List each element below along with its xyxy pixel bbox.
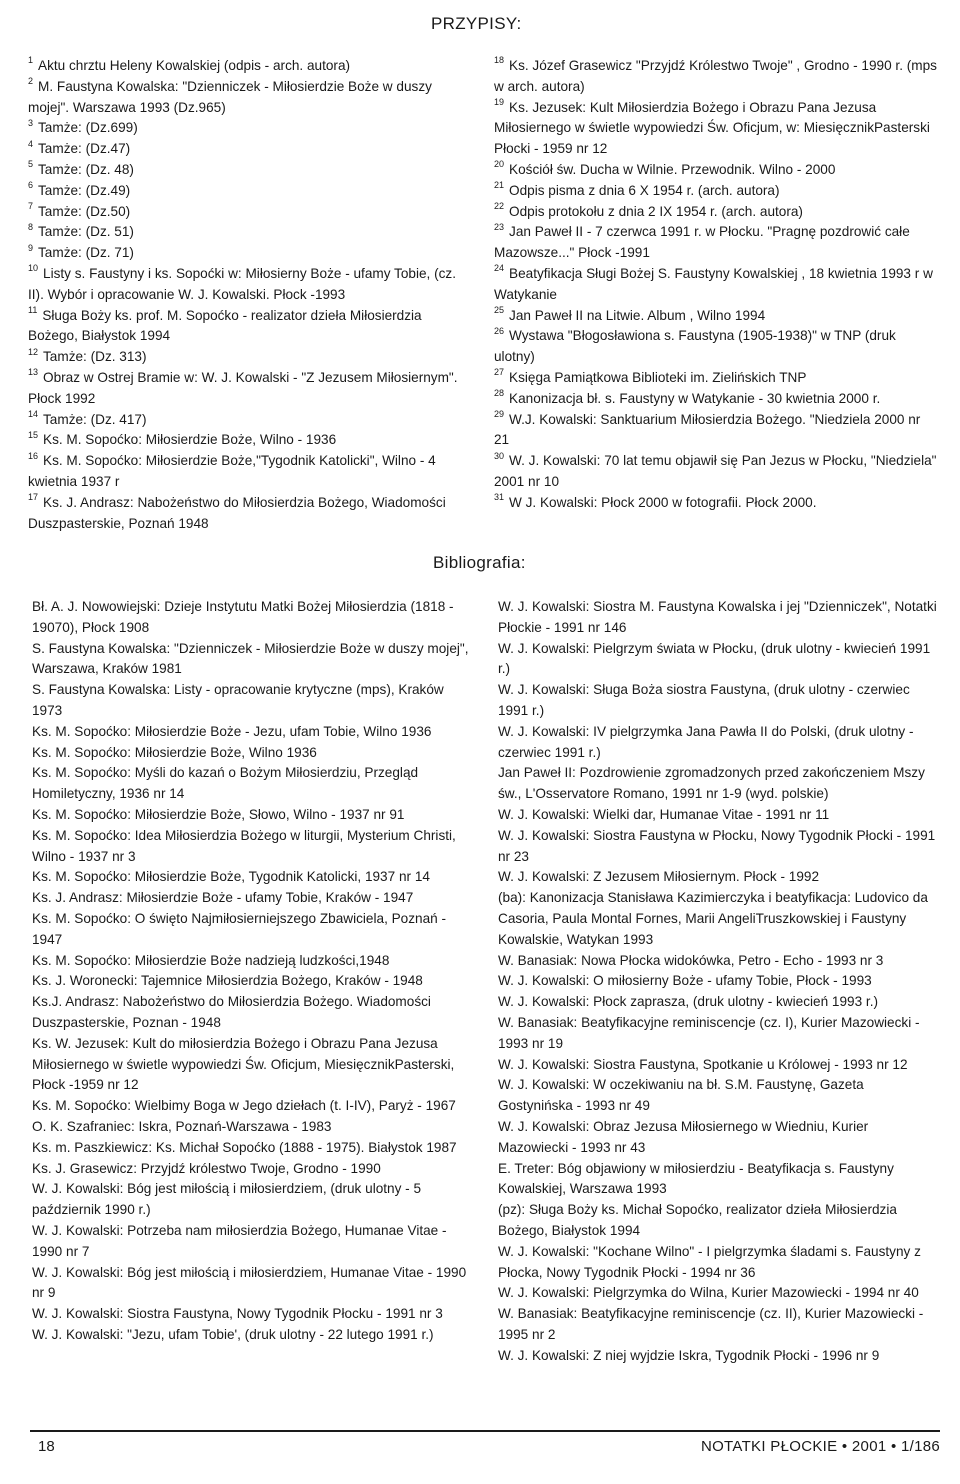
footnote-text: Tamże: (Dz. 51) bbox=[38, 224, 134, 240]
footnotes-heading: PRZYPISY: bbox=[431, 14, 522, 33]
footnote-item bbox=[28, 347, 471, 368]
footnote-number: 10 bbox=[28, 263, 39, 274]
bibliography-entry: W. Banasiak: Beatyfikacyjne reminiscencje (cz. I), Kurier Mazowiecki - 1993 nr 19 bbox=[498, 1014, 920, 1051]
bibliography-entry: (ba): Kanonizacja Stanisława Kazimierczyka i beatyfikacja: Ludovico da Casoria, Paula Montal Fornes, Marii AngeliTruszkowskiej i Faustyny Kowalskie, Watykan 1993 bbox=[498, 890, 928, 947]
footnote-item bbox=[494, 389, 938, 410]
footnote-text: Odpis pisma z dnia 6 X 1954 r. (arch. autora) bbox=[509, 182, 780, 198]
bibliography-entry: E. Treter: Bóg objawiony w miłosierdziu - Beatyfikacja s. Faustyny Kowalskiej, Warszawa 1993 bbox=[498, 1160, 894, 1197]
bibliography-entry: W. J. Kowalski: Siostra Faustyna, Spotkanie u Królowej - 1993 nr 12 bbox=[498, 1056, 908, 1072]
footnote-item bbox=[494, 202, 938, 223]
bibliography-entry: Ks.J. Andrasz: Nabożeństwo do Miłosierdzia Bożego. Wiadomości Duszpasterskie, Poznan - 1948 bbox=[32, 994, 431, 1030]
bibliography-entry: W. J. Kowalski: IV pielgrzymka Jana Pawła II do Polski, (druk ulotny - czerwiec 1991 r.) bbox=[498, 723, 914, 760]
footnote-text: Beatyfikacja Sługi Bożej S. Faustyny Kowalskiej , 18 kwietnia 1993 r w Watykanie bbox=[494, 265, 933, 302]
footnote-item bbox=[28, 56, 471, 77]
bibliography-entry: W. J. Kowalski: Płock zaprasza, (druk ulotny - kwiecień 1993 r.) bbox=[498, 994, 879, 1010]
footnote-text: Tamże: (Dz. 417) bbox=[43, 411, 147, 427]
footnote-item bbox=[28, 306, 471, 348]
bibliography-entry: W. J. Kowalski: O miłosierny Boże - ufamy Tobie, Płock - 1993 bbox=[498, 973, 872, 989]
footnote-item bbox=[494, 368, 938, 389]
bibliography-entry: W. J. Kowalski: Sługa Boża siostra Faustyna, (druk ulotny - czerwiec 1991 r.) bbox=[498, 682, 910, 718]
footnote-number: 6 bbox=[28, 180, 34, 191]
footnote-text: Wystawa "Błogosławiona s. Faustyna (1905-1938)" w TNP (druk ulotny) bbox=[494, 328, 896, 365]
bibliography-entry: Ks. M. Sopoćko: Idea Miłosierdzia Bożego w liturgii, Mysterium Christi, Wilno - 1937 nr 3 bbox=[32, 827, 456, 864]
footnote-text: Księga Pamiątkowa Biblioteki im. Zielińskich TNP bbox=[509, 369, 807, 385]
bibliography-entry: Ks. J. Woronecki: Tajemnice Miłosierdzia Bożego, Kraków - 1948 bbox=[32, 973, 423, 989]
footnote-item bbox=[28, 264, 471, 306]
footer-divider bbox=[30, 1430, 940, 1432]
footnotes-right-column bbox=[494, 56, 938, 514]
bibliography-entry: Ks. M. Sopoćko: Miłosierdzie Boże nadzieją ludzkości,1948 bbox=[32, 952, 390, 968]
footnote-number: 23 bbox=[494, 221, 505, 232]
footnote-number: 15 bbox=[28, 429, 39, 440]
footnote-number: 24 bbox=[494, 263, 505, 274]
footnote-number: 18 bbox=[494, 55, 505, 66]
footnote-text: Kanonizacja bł. s. Faustyny w Watykanie - 30 kwietnia 2000 r. bbox=[509, 390, 881, 406]
bibliography-entry: W. J. Kowalski: Bóg jest miłością i miłosierdziem, Humanae Vitae - 1990 nr 9 bbox=[32, 1264, 467, 1301]
bibliography-entry: Ks. J. Andrasz: Miłosierdzie Boże - ufamy Tobie, Kraków - 1947 bbox=[32, 890, 414, 906]
footnote-number: 21 bbox=[494, 180, 505, 191]
bibliography-entry: Ks. M. Sopoćko: Miłosierdzie Boże, Wilno 1936 bbox=[32, 744, 317, 760]
bibliography-entry: W. J. Kowalski: Z niej wyjdzie Iskra, Tygodnik Płocki - 1996 nr 9 bbox=[498, 1347, 880, 1363]
bibliography-entry: Ks. M. Sopoćko: Miłosierdzie Boże, Słowo, Wilno - 1937 nr 91 bbox=[32, 806, 405, 822]
footnote-number: 14 bbox=[28, 409, 39, 420]
footnote-item bbox=[494, 98, 938, 160]
bibliography-entry: W. J. Kowalski: Pielgrzymka do Wilna, Kurier Mazowiecki - 1994 nr 40 bbox=[498, 1285, 919, 1301]
footnote-item bbox=[28, 118, 471, 139]
footnote-item bbox=[494, 222, 938, 264]
bibliography-entry: W. J. Kowalski: Siostra M. Faustyna Kowalska i jej "Dzienniczek", Notatki Płockie - 1991 nr 146 bbox=[498, 599, 937, 635]
footnote-text: Tamże: (Dz. 48) bbox=[38, 161, 134, 177]
footnote-item bbox=[28, 368, 471, 410]
footnote-text: Ks. M. Sopoćko: Miłosierdzie Boże,"Tygodnik Katolicki", Wilno - 4 kwietnia 1937 r bbox=[28, 453, 436, 489]
footnote-text: W.J. Kowalski: Sanktuarium Miłosierdzia Bożego. "Niedziela 2000 nr 21 bbox=[494, 411, 921, 448]
footnote-text: Obraz w Ostrej Bramie w: W. J. Kowalski - "Z Jezusem Miłosiernym". Płock 1992 bbox=[28, 369, 458, 406]
footnote-text: Jan Paweł II na Litwie. Album , Wilno 1994 bbox=[509, 307, 766, 323]
bibliography-entry: Ks. M. Sopoćko: Miłosierdzie Boże, Tygodnik Katolicki, 1937 nr 14 bbox=[32, 869, 430, 885]
footnote-item bbox=[494, 326, 938, 368]
footnote-number: 8 bbox=[28, 221, 34, 232]
bibliography-entry: W. J. Kowalski: Bóg jest miłością i miłosierdziem, (druk ulotny - 5 październik 1990 r.) bbox=[32, 1181, 422, 1218]
bibliography-entry: Ks. M. Sopoćko: O święto Najmiłosierniejszego Zbawiciela, Poznań - 1947 bbox=[32, 910, 447, 947]
bibliography-right-column bbox=[498, 597, 940, 1366]
bibliography-entry: W. J. Kowalski: Z Jezusem Miłosiernym. Płock - 1992 bbox=[498, 869, 820, 885]
footnote-item bbox=[28, 410, 471, 431]
bibliography-entry: S. Faustyna Kowalska: Listy - opracowanie krytyczne (mps), Kraków 1973 bbox=[32, 682, 444, 718]
footnote-number: 2 bbox=[28, 76, 34, 87]
bibliography-entry: O. K. Szafraniec: Iskra, Poznań-Warszawa - 1983 bbox=[32, 1118, 332, 1134]
footnote-number: 22 bbox=[494, 201, 505, 212]
footnote-number: 30 bbox=[494, 450, 505, 461]
footnote-item bbox=[28, 181, 471, 202]
footnote-text: W. J. Kowalski: 70 lat temu objawił się Pan Jezus w Płocku, "Niedziela" 2001 nr 10 bbox=[494, 453, 937, 489]
footnote-number: 29 bbox=[494, 409, 505, 420]
footnote-text: Sługa Boży ks. prof. M. Sopoćko - realizator dzieła Miłosierdzia Bożego, Białystok 1994 bbox=[28, 307, 422, 344]
journal-footer: NOTATKI PŁOCKIE • 2001 • 1/186 bbox=[700, 1438, 940, 1455]
footnote-item bbox=[28, 202, 471, 223]
footnote-number: 19 bbox=[494, 97, 505, 108]
bibliography-entry: Ks. m. Paszkiewicz: Ks. Michał Sopoćko (1888 - 1975). Białystok 1987 bbox=[32, 1139, 457, 1155]
footnote-number: 31 bbox=[494, 492, 505, 503]
bibliography-entry: W. J. Kowalski: Obraz Jezusa Miłosiernego w Wiedniu, Kurier Mazowiecki - 1993 nr 43 bbox=[498, 1118, 869, 1155]
footnote-text: Jan Paweł II - 7 czerwca 1991 r. w Płocku. "Pragnę pozdrowić całe Mazowsze..." Płock -1991 bbox=[494, 224, 910, 261]
bibliography-heading: Bibliografia: bbox=[433, 553, 526, 572]
footnote-item bbox=[494, 306, 938, 327]
bibliography-entry: W. J. Kowalski: Pielgrzym świata w Płocku, (druk ulotny - kwiecień 1991 r.) bbox=[498, 640, 931, 677]
bibliography-entry: (pz): Sługa Boży ks. Michał Sopoćko, realizator dzieła Miłosierdzia Bożego, Białystok 1994 bbox=[498, 1202, 897, 1238]
footnote-text: Kościół św. Ducha w Wilnie. Przewodnik. Wilno - 2000 bbox=[509, 161, 836, 177]
footnote-number: 25 bbox=[494, 305, 505, 316]
footnote-number: 1 bbox=[28, 55, 34, 66]
footnote-number: 13 bbox=[28, 367, 39, 378]
footnote-text: M. Faustyna Kowalska: "Dzienniczek - Miłosierdzie Boże w duszy mojej". Warszawa 1993 (Dz.965) bbox=[28, 78, 432, 115]
footnote-text: Tamże: (Dz.699) bbox=[38, 120, 138, 136]
footnote-number: 20 bbox=[494, 159, 505, 170]
bibliography-entry: W. J. Kowalski: "Kochane Wilno" - I pielgrzymka śladami s. Faustyny z Płocka, Nowy Tygodnik Płocki - 1994 nr 36 bbox=[498, 1243, 921, 1280]
footnote-number: 4 bbox=[28, 138, 34, 149]
footnote-text: Tamże: (Dz.49) bbox=[38, 182, 131, 198]
footnote-item bbox=[28, 243, 471, 264]
footnote-item bbox=[28, 222, 471, 243]
footnote-item bbox=[28, 77, 471, 119]
bibliography-entry: Bł. A. J. Nowowiejski: Dzieje Instytutu Matki Bożej Miłosierdzia (1818 - 19070), Płock 1908 bbox=[32, 599, 454, 635]
bibliography-entry: W. J. Kowalski: Wielki dar, Humanae Vitae - 1991 nr 11 bbox=[498, 806, 830, 822]
footnote-number: 11 bbox=[28, 305, 38, 316]
footnote-text: Odpis protokołu z dnia 2 IX 1954 r. (arch. autora) bbox=[509, 203, 803, 219]
page-number: 18 bbox=[38, 1438, 55, 1455]
bibliography-entry: W. J. Kowalski: "Jezu, ufam Tobie', (druk ulotny - 22 lutego 1991 r.) bbox=[32, 1326, 434, 1342]
footnote-text: Aktu chrztu Heleny Kowalskiej (odpis - arch. autora) bbox=[38, 58, 351, 73]
footnote-text: Ks. Józef Grasewicz "Przyjdź Królestwo Twoje" , Grodno - 1990 r. (mps w arch. autora) bbox=[494, 58, 937, 94]
footnote-number: 16 bbox=[28, 450, 39, 461]
footnote-item bbox=[494, 410, 938, 452]
bibliography-entry: W. Banasiak: Beatyfikacyjne reminiscencje (cz. II), Kurier Mazowiecki - 1995 nr 2 bbox=[498, 1306, 924, 1342]
footnote-number: 5 bbox=[28, 159, 34, 170]
bibliography-entry: W. J. Kowalski: Siostra Faustyna w Płocku, Nowy Tygodnik Płocki - 1991 nr 23 bbox=[498, 827, 936, 864]
footnote-text: Tamże: (Dz. 313) bbox=[43, 349, 147, 365]
footnote-number: 9 bbox=[28, 242, 34, 253]
footnote-text: Ks. M. Sopoćko: Miłosierdzie Boże, Wilno - 1936 bbox=[43, 432, 337, 448]
bibliography-entry: Ks. M. Sopoćko: Myśli do kazań o Bożym Miłosierdziu, Przegląd Homiletyczny, 1936 nr 14 bbox=[32, 765, 419, 802]
bibliography-entry: Ks. M. Sopoćko: Wielbimy Boga w Jego dziełach (t. I-IV), Paryż - 1967 bbox=[32, 1098, 456, 1114]
footnote-item bbox=[494, 264, 938, 306]
footnote-item bbox=[28, 160, 471, 181]
footnote-number: 7 bbox=[28, 201, 34, 212]
bibliography-entry: Ks. J. Grasewicz: Przyjdź królestwo Twoje, Grodno - 1990 bbox=[32, 1160, 381, 1176]
footnote-number: 27 bbox=[494, 367, 505, 378]
footnote-item bbox=[494, 451, 938, 493]
footnote-text: Tamże: (Dz.50) bbox=[38, 203, 131, 219]
footnote-text: W J. Kowalski: Płock 2000 w fotografii. Płock 2000. bbox=[509, 494, 817, 510]
footnote-item bbox=[494, 160, 938, 181]
footnote-text: Listy s. Faustyny i ks. Sopoćki w: Miłosierny Boże - ufamy Tobie, (cz. II). Wybór i opracowanie W. J. Kowalski. Płock -1993 bbox=[28, 265, 456, 302]
bibliography-entry: W. Banasiak: Nowa Płocka widokówka, Petro - Echo - 1993 nr 3 bbox=[498, 952, 884, 968]
bibliography-entry: W. J. Kowalski: Potrzeba nam miłosierdzia Bożego, Humanae Vitae - 1990 nr 7 bbox=[32, 1222, 447, 1259]
bibliography-entry: Jan Paweł II: Pozdrowienie zgromadzonych przed zakończeniem Mszy św., L'Osservatore Romano, 1991 nr 1-9 (wyd. polskie) bbox=[498, 765, 925, 802]
footnotes-left-column bbox=[28, 56, 471, 534]
footnote-number: 26 bbox=[494, 325, 505, 336]
footnote-text: Ks. J. Andrasz: Nabożeństwo do Miłosierdzia Bożego, Wiadomości Duszpasterskie, Poznań 1948 bbox=[28, 494, 446, 531]
footnote-text: Tamże: (Dz.47) bbox=[38, 141, 131, 157]
footnote-item bbox=[28, 430, 471, 451]
footnote-number: 3 bbox=[28, 117, 34, 128]
footnote-item bbox=[28, 139, 471, 160]
footnote-number: 17 bbox=[28, 492, 39, 503]
bibliography-entry: Ks. W. Jezusek: Kult do miłosierdzia Bożego i Obrazu Pana Jezusa Miłosiernego w świetle wypowiedzi Św. Oficjum, MiesięcznikPasterski, Płock -1959 nr 12 bbox=[32, 1035, 455, 1093]
footnote-item bbox=[28, 493, 471, 535]
bibliography-entry: S. Faustyna Kowalska: "Dzienniczek - Miłosierdzie Boże w duszy mojej", Warszawa, Kraków 1981 bbox=[32, 640, 469, 677]
footnote-item bbox=[494, 181, 938, 202]
bibliography-entry: W. J. Kowalski: W oczekiwaniu na bł. S.M. Faustynę, Gazeta Gostynińska - 1993 nr 49 bbox=[498, 1077, 864, 1114]
footnote-text: Ks. Jezusek: Kult Miłosierdzia Bożego i Obrazu Pana Jezusa Miłosiernego w świetle wypowiedzi Św. Oficjum, w: MiesięcznikPasterski Płocki - 1959 nr 12 bbox=[494, 99, 930, 157]
bibliography-entry: Ks. M. Sopoćko: Miłosierdzie Boże - Jezu, ufam Tobie, Wilno 1936 bbox=[32, 723, 432, 739]
footnote-text: Tamże: (Dz. 71) bbox=[38, 245, 134, 261]
bibliography-entry: W. J. Kowalski: Siostra Faustyna, Nowy Tygodnik Płocku - 1991 nr 3 bbox=[32, 1306, 443, 1322]
footnote-number: 12 bbox=[28, 346, 39, 357]
bibliography-left-column bbox=[32, 597, 474, 1346]
footnote-item bbox=[28, 451, 471, 493]
footnote-number: 28 bbox=[494, 388, 505, 399]
footnote-item bbox=[494, 493, 938, 514]
footnote-item bbox=[494, 56, 938, 98]
